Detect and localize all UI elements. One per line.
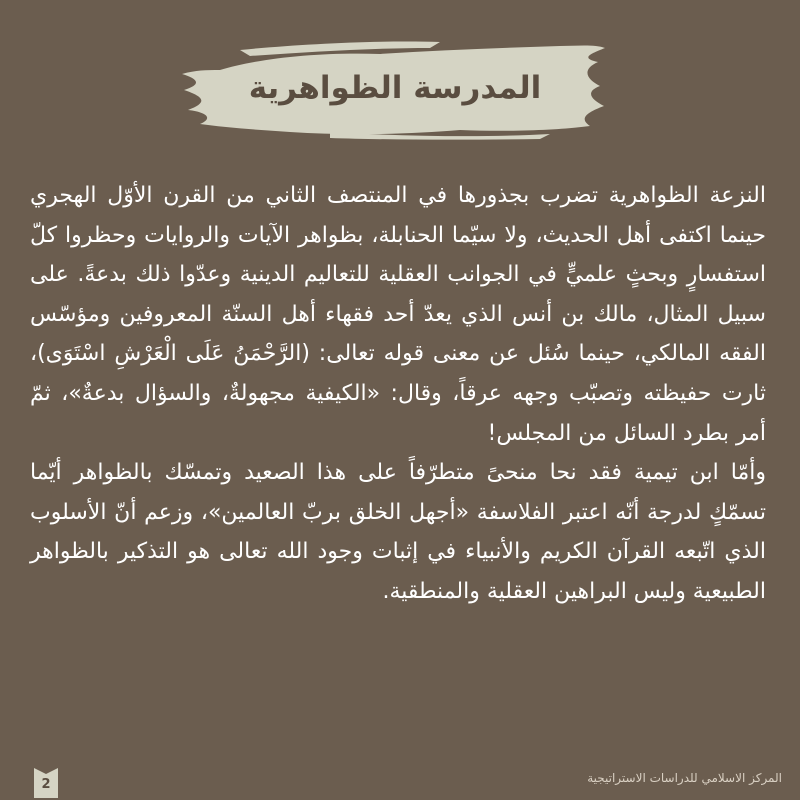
page-number-badge [34, 768, 58, 798]
title-banner [180, 40, 610, 140]
paragraph-1: النزعة الظواهرية تضرب بجذورها في المنتصف الثاني من القرن الأوّل الهجري حينما اكتفى أهل الحديث، ولا سيّما الحنابلة، بظواهر الآيات والروايات وحظروا كلّ استفسارٍ وبحثٍ علميٍّ في الجوانب العقلية للتعاليم الدينية وعدّوا ذلك بدعةً. على سبيل المثال، مالك بن أنس الذي يعدّ أحد فقهاء أهل السنّة المعروفين ومؤسّس الفقه المالكي، حينما سُئل عن معنى قوله تعالى: (الرَّحْمَنُ عَلَى الْعَرْشِ اسْتَوَى)، ثارت حفيظته وتصبّب وجهه عرقاً، وقال: «الكيفية مجهولةٌ، والسؤال بدعةٌ»، ثمّ أمر بطرد السائل من المجلس! [30, 183, 766, 446]
article-body [30, 176, 766, 612]
organization-name: المركز الاسلامي للدراسات الاستراتيجية [587, 771, 782, 785]
paragraph-2: وأمّا ابن تيمية فقد نحا منحىً متطرّفاً على هذا الصعيد وتمسّك بالظواهر أيّما تسمّكٍ لدرجة أنّه اعتبر الفلاسفة «أجهل الخلق بربّ العالمين»، وزعم أنّ الأسلوب الذي اتّبعه القرآن الكريم والأنبياء في إثبات وجود الله تعالى هو التذكير بالظواهر الطبيعية وليس البراهين العقلية والمنطقية. [30, 460, 766, 604]
page-number: 2 [41, 777, 51, 792]
page-title: المدرسة الظواهرية [248, 70, 542, 106]
